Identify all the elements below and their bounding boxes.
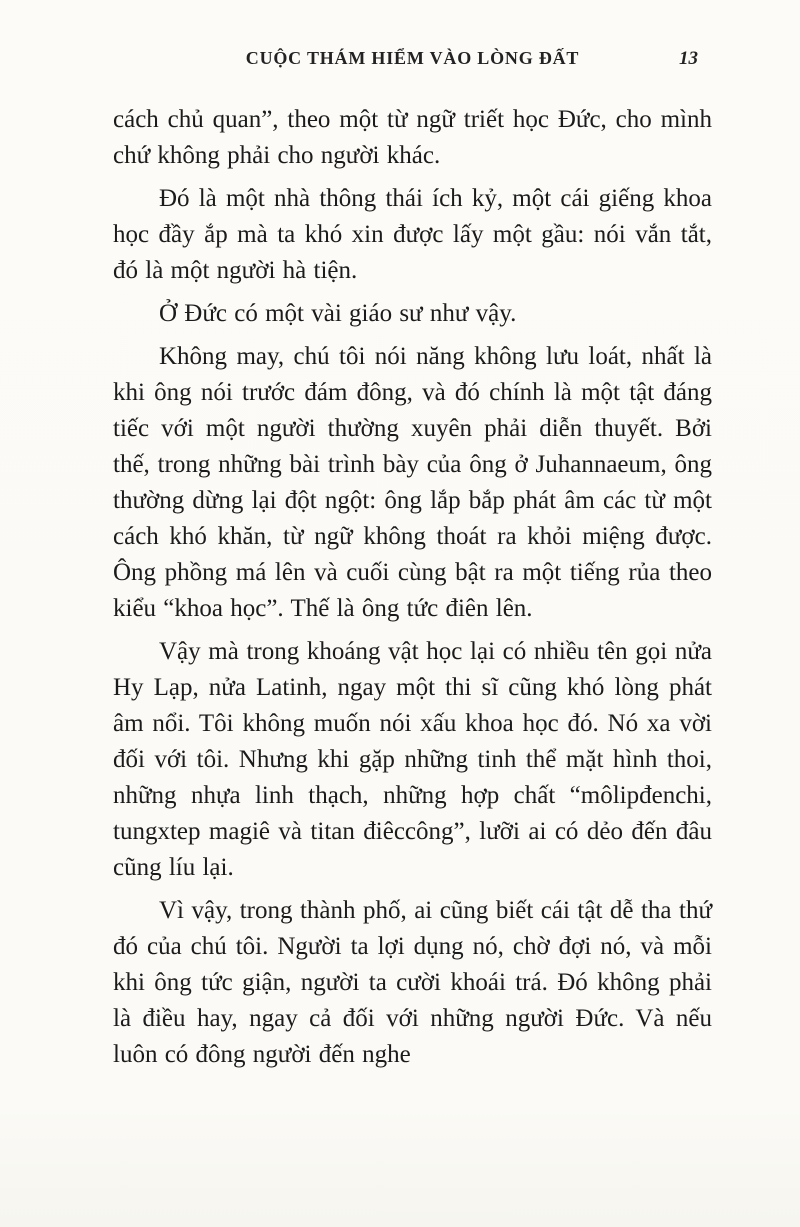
paragraph: Vậy mà trong khoáng vật học lại có nhiều tên gọi nửa Hy Lạp, nửa Latinh, ngay một thi sĩ cũng khó lòng phát âm nổi. Tôi không muốn nói xấu khoa học đó. Nó xa vời đối với tôi. Nhưng khi gặp những tinh thể mặt hình thoi, những nhựa linh thạch, những hợp chất “môlipđenchi, tungxtep magiê và titan điêccông”, lưỡi ai có dẻo đến đâu cũng líu lại. [113, 638, 712, 881]
paragraph: Không may, chú tôi nói năng không lưu loát, nhất là khi ông nói trước đám đông, và đó chính là một tật đáng tiếc với một người thường xuyên phải diễn thuyết. Bởi thế, trong những bài trình bày của ông ở Juhannaeum, ông thường dừng lại đột ngột: ông lắp bắp phát âm các từ một cách khó khăn, từ ngữ không thoát ra khỏi miệng được. Ông phồng má lên và cuối cùng bật ra một tiếng rủa theo kiểu “khoa học”. Thế là ông tức điên lên. [113, 343, 712, 622]
paragraph: Ở Đức có một vài giáo sư như vậy. [159, 300, 517, 327]
book-title-header: CUỘC THÁM HIỂM VÀO LÒNG ĐẤT [245, 48, 580, 68]
page-body [113, 102, 712, 1073]
paragraph: Đó là một nhà thông thái ích kỷ, một cái giếng khoa học đầy ắp mà ta khó xin được lấy một gầu: nói vắn tắt, đó là một người hà tiện. [113, 185, 712, 284]
paragraph: Vì vậy, trong thành phố, ai cũng biết cái tật dễ tha thứ đó của chú tôi. Người ta lợi dụng nó, chờ đợi nó, và mỗi khi ông tức giận, người ta cười khoái trá. Đó không phải là điều hay, ngay cả đối với những người Đức. Và nếu luôn có đông người đến nghe [113, 897, 712, 1068]
running-header [113, 48, 712, 74]
paragraph: cách chủ quan”, theo một từ ngữ triết học Đức, cho mình chứ không phải cho người khác. [113, 106, 712, 169]
page-number: 13 [679, 48, 698, 69]
